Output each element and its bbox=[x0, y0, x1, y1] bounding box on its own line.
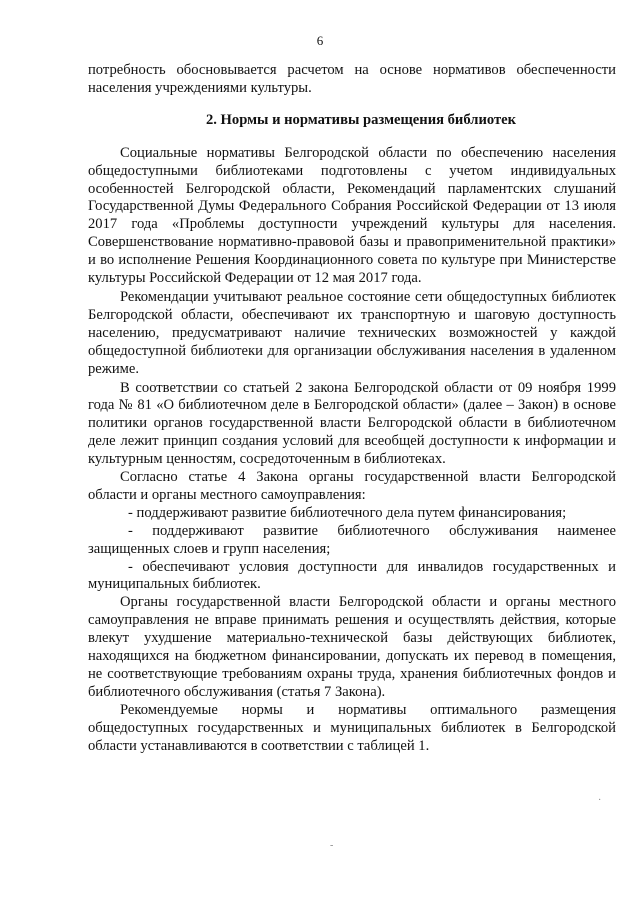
paragraph-law-article-2: В соответствии со статьей 2 закона Белгородской области от 09 ноября 1999 года № 81 «О библиотечном деле в Белгородской области» (далее – Закон) в основе политики органов государственной власти Белгородской области в библиотечном деле лежит принцип создания условий для всеобщей доступности к информации и культурным ценностям, сосредоточенным в библиотеках. bbox=[88, 379, 616, 468]
paragraph-intro: потребность обосновывается расчетом на основе нормативов обеспеченности населения учреждениями культуры. bbox=[88, 62, 616, 96]
scan-mark: · bbox=[598, 795, 602, 806]
section-heading: 2. Нормы и нормативы размещения библиотек bbox=[205, 111, 517, 128]
paragraph-law-article-4: Согласно статье 4 Закона органы государственной власти Белгородской области и органы местного самоуправления: bbox=[88, 469, 616, 503]
list-item: - обеспечивают условия доступности для инвалидов государственных и муниципальных библиотек. bbox=[88, 558, 616, 593]
paragraph-social-norms: Социальные нормативы Белгородской области по обеспечению населения общедоступными библиотеками подготовлены с учетом индивидуальных особенностей Белгородской области, Рекомендаций парламентских слушаний Государственной Думы Федерального Собрания Российской Федерации от 13 июля 2017 года «Проблемы доступности учреждений культуры для населения. Совершенствование нормативно-правовой базы и правоприменительной практики» и во исполнение Решения Координационного совета по культуре при Министерстве культуры Российской Федерации от 12 мая 2017 года. bbox=[88, 144, 616, 287]
paragraph-recommendations: Рекомендации учитывают реальное состояние сети общедоступных библиотек Белгородской области, обеспечивают их транспортную и шаговую доступность населению, предусматривают наличие технических возможностей у каждой общедоступной библиотеки для организации обслуживания населения в удаленном режиме. bbox=[88, 288, 616, 377]
list-item: - поддерживают развитие библиотечного дела путем финансирования; bbox=[128, 504, 567, 521]
document-body bbox=[88, 62, 616, 756]
paragraph-table-reference: Рекомендуемые нормы и нормативы оптимального размещения общедоступных государственных и муниципальных библиотек в Белгородской области устанавливаются в соответствии с таблицей 1. bbox=[88, 701, 616, 754]
scan-mark: - bbox=[330, 840, 334, 851]
page-number: 6 bbox=[316, 33, 324, 48]
paragraph-authorities: Органы государственной власти Белгородской области и органы местного самоуправления не вправе принимать решения и осуществлять действия, которые влекут ухудшение материально-технической базы действующих библиотек, находящихся на бюджетном финансировании, допускать их перевод в помещения, не соответствующие требованиям охраны труда, хранения библиотечных фондов и библиотечного обслуживания (статья 7 Закона). bbox=[88, 594, 616, 700]
list-item: - поддерживают развитие библиотечного обслуживания наименее защищенных слоев и групп населения; bbox=[88, 522, 616, 557]
